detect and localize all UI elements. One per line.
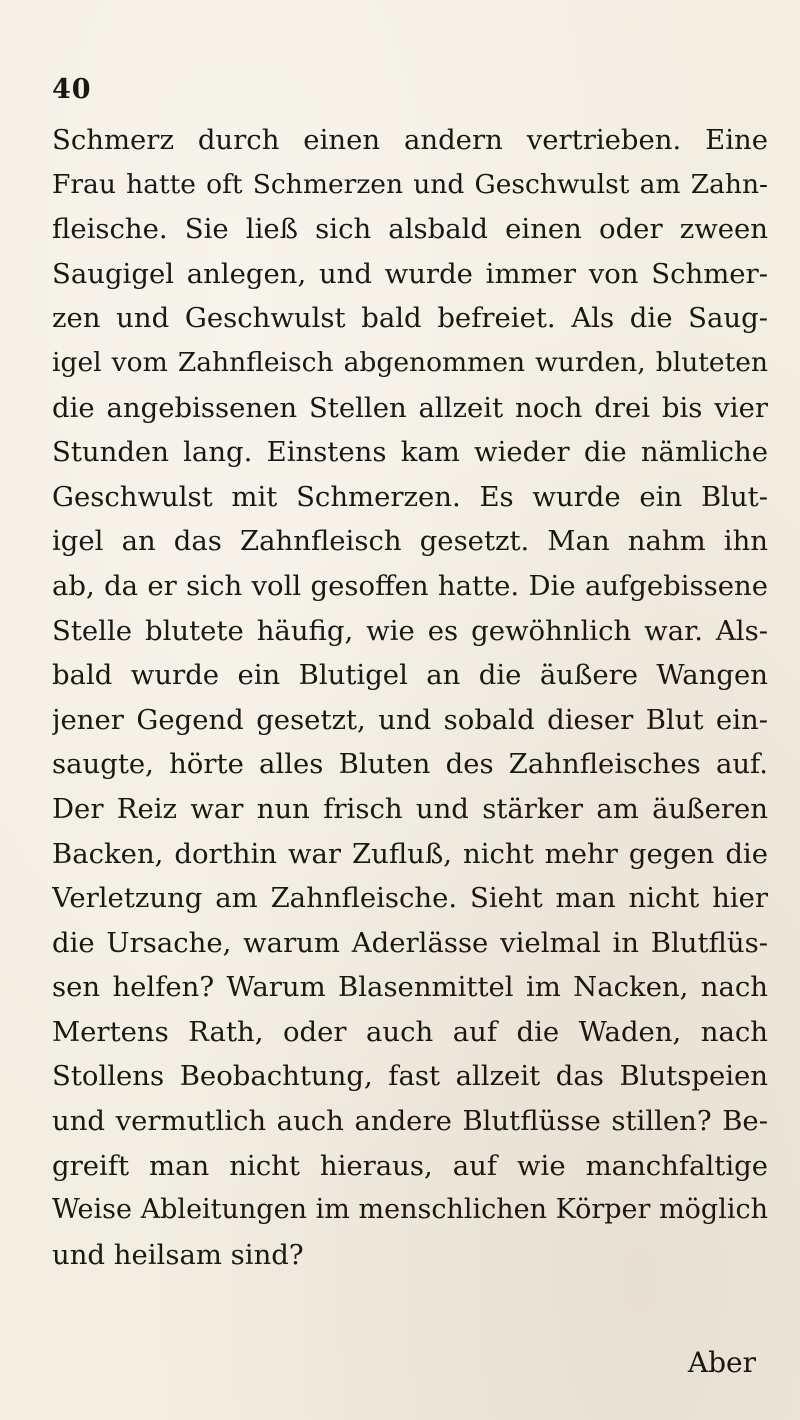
text-line: die angebissenen Stellen allzeit noch drei bis vier xyxy=(52,391,768,424)
text-line: zen und Geschwulst bald befreiet. Als die Saug- xyxy=(52,302,768,335)
catchword: Aber xyxy=(687,1346,756,1379)
text-line: bald wurde ein Blutigel an die äußere Wangen xyxy=(52,659,768,692)
text-line: jener Gegend gesetzt, und sobald dieser Blut ein- xyxy=(52,703,768,736)
text-line: Stollens Beobachtung, fast allzeit das Blutspeien xyxy=(52,1060,768,1093)
text-line: Weise Ableitungen im menschlichen Körper möglich xyxy=(52,1194,768,1226)
text-line: greift man nicht hieraus, auf wie manchfaltige xyxy=(52,1149,768,1182)
text-line: Der Reiz war nun frisch und stärker am äußeren xyxy=(52,792,768,825)
text-line: Schmerz durch einen andern vertrieben. Eine xyxy=(52,124,768,156)
page-number: 40 xyxy=(52,74,92,105)
text-line: Stelle blutete häufig, wie es gewöhnlich war. Als- xyxy=(52,614,768,647)
body-text xyxy=(52,118,768,1277)
text-line: Mertens Rath, oder auch auf die Waden, nach xyxy=(52,1015,768,1048)
text-line: Saugigel anlegen, und wurde immer von Schmer- xyxy=(52,257,768,290)
text-line: und vermutlich auch andere Blutflüsse stillen? Be- xyxy=(52,1105,768,1138)
text-line: fleische. Sie ließ sich alsbald einen oder zween xyxy=(52,213,768,246)
text-line: Verletzung am Zahnfleische. Sieht man nicht hier xyxy=(52,882,768,915)
text-line: Frau hatte oft Schmerzen und Geschwulst am Zahn- xyxy=(52,168,768,200)
text-line: Backen, dorthin war Zufluß, nicht mehr gegen die xyxy=(52,837,768,870)
text-line: Geschwulst mit Schmerzen. Es wurde ein Blut- xyxy=(52,480,768,513)
text-line: igel an das Zahnfleisch gesetzt. Man nahm ihn xyxy=(52,525,768,558)
text-line: sen helfen? Warum Blasenmittel im Nacken, nach xyxy=(52,971,768,1004)
text-line: saugte, hörte alles Bluten des Zahnfleisches auf. xyxy=(52,748,768,781)
text-line: und heilsam sind? xyxy=(52,1238,304,1271)
text-line: igel vom Zahnfleisch abgenommen wurden, bluteten xyxy=(52,346,768,378)
text-line: Stunden lang. Einstens kam wieder die nämliche xyxy=(52,436,768,469)
text-line: ab, da er sich voll gesoffen hatte. Die aufgebissene xyxy=(52,569,768,602)
text-line: die Ursache, warum Aderlässe vielmal in Blutflüs- xyxy=(52,926,768,959)
